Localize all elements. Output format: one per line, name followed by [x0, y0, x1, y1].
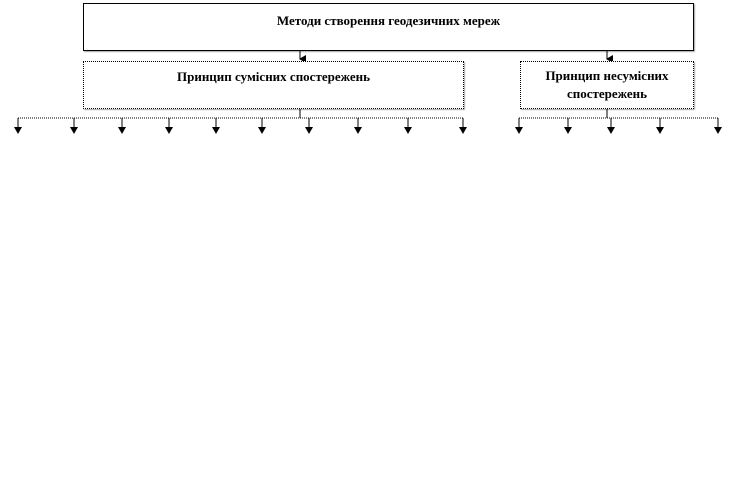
- joint-child-arrow-5-head: [212, 127, 220, 134]
- separate-child-arrow-4-head: [656, 127, 664, 134]
- joint-observations-label: Принцип сумісних спостережень: [176, 69, 370, 84]
- separate-observations-label: Принцип несумісних спостережень: [545, 68, 669, 101]
- joint-child-arrow-3-head: [118, 127, 126, 134]
- joint-observations-node: [83, 61, 464, 109]
- joint-child-arrow-10-head: [459, 127, 467, 134]
- joint-child-arrow-2-head: [70, 127, 78, 134]
- joint-child-arrow-4-head: [165, 127, 173, 134]
- separate-child-arrow-3-head: [607, 127, 615, 134]
- joint-child-arrow-6-head: [258, 127, 266, 134]
- joint-child-arrow-8-head: [354, 127, 362, 134]
- joint-child-arrow-9-head: [404, 127, 412, 134]
- separate-observations-node: [520, 61, 694, 109]
- separate-child-arrow-5-head: [714, 127, 722, 134]
- separate-child-arrow-2-head: [564, 127, 572, 134]
- root-node-label: Методи створення геодезичних мереж: [276, 13, 501, 28]
- joint-child-arrow-1-head: [14, 127, 22, 134]
- separate-child-arrow-1-head: [515, 127, 523, 134]
- root-node: [83, 3, 694, 51]
- joint-child-arrow-7-head: [305, 127, 313, 134]
